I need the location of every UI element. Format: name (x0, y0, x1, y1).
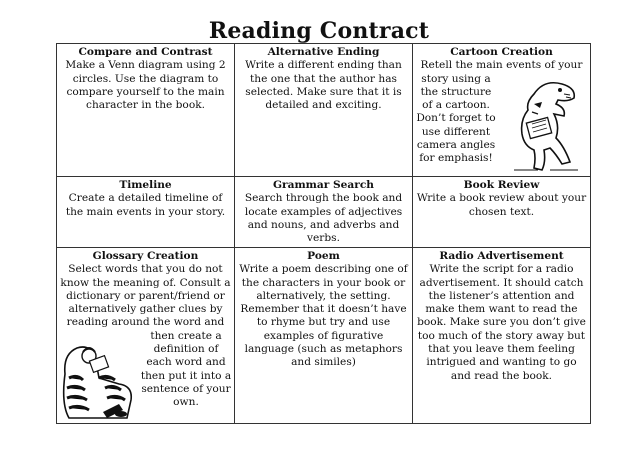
cell-heading: Compare and Contrast (78, 46, 213, 58)
cell-radio-advertisement (413, 248, 591, 424)
person-reading-in-armchair-icon (59, 334, 137, 422)
contract-grid (56, 43, 591, 424)
cell-poem (235, 248, 413, 424)
cell-text: Retell the main events of your (420, 59, 583, 72)
cell-heading: Timeline (119, 179, 172, 191)
cell-timeline (57, 177, 235, 248)
cell-heading: Cartoon Creation (450, 46, 553, 58)
cell-text: Search through the book and locate examples of adjectives and nouns, and adverbs and verbs. (244, 192, 403, 245)
cell-text: Make a Venn diagram using 2 circles. Use the diagram to compare yourself to the main character in the book. (65, 59, 226, 112)
cell-heading: Alternative Ending (267, 46, 380, 58)
cell-alternative-ending (235, 44, 413, 177)
cell-glossary-creation (57, 248, 235, 424)
cell-text: Write a book review about your chosen text. (416, 192, 587, 218)
cell-compare-contrast (57, 44, 235, 177)
cell-text-narrow: then create a definition of each word and then put it into a sentence of your own. (140, 329, 232, 409)
cell-text: Select words that you do not know the meaning of. Consult a dictionary or parent/friend or alternatively gather clues by reading around the word and (60, 263, 231, 329)
cell-cartoon-creation (413, 44, 591, 177)
cell-heading: Glossary Creation (92, 250, 199, 262)
cell-book-review (413, 177, 591, 248)
cell-text: Create a detailed timeline of the main events in your story. (65, 192, 226, 218)
dinosaur-reading-icon (504, 74, 584, 174)
cell-text: Write a different ending than the one that the author has selected. Make sure that it is detailed and exciting. (245, 59, 402, 112)
cell-heading: Radio Advertisement (439, 250, 564, 262)
cell-heading: Book Review (463, 179, 540, 191)
cell-heading: Grammar Search (272, 179, 375, 191)
cell-text-narrow: story using a the structure of a cartoon. Don’t forget to use different camera angles for emphasis! (416, 72, 496, 165)
cell-text: Write a poem describing one of the characters in your book or alternatively, the setting. Remember that it doesn’t have to rhyme but try and use examples of figurative language (such as metaphors and similes) (239, 263, 408, 369)
cell-grammar-search (235, 177, 413, 248)
cell-heading: Poem (307, 250, 340, 262)
cell-text: Write the script for a radio advertisement. It should catch the listener’s attention and make them want to read the book. Make sure you don’t give too much of the story away but that you leave them feeling intrigued and wanting to go and read the book. (417, 263, 586, 382)
page-title: Reading Contract (208, 18, 430, 44)
